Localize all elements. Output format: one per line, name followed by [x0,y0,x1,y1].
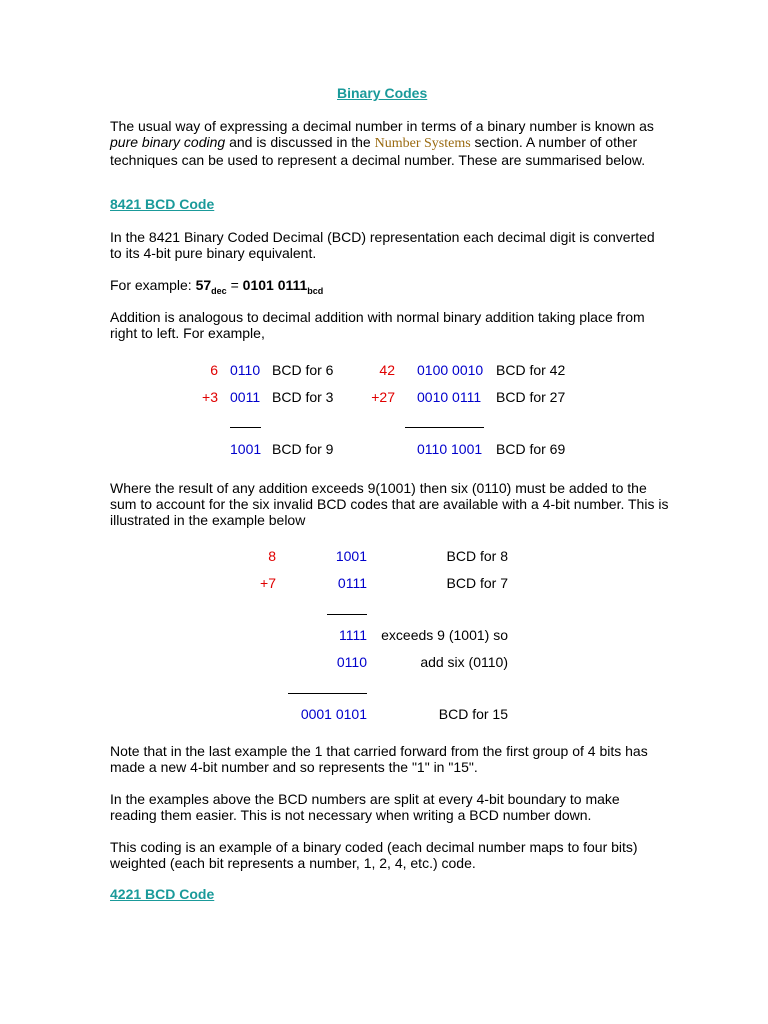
sum-rule [405,427,484,428]
sum-label: BCD for 69 [496,441,566,457]
sum-label: BCD for 15 [438,706,508,722]
intro-emphasis: pure binary coding [110,134,226,150]
page-title[interactable]: Binary Codes [337,85,428,101]
example-line [110,277,670,299]
invalid-codes-paragraph: Where the result of any addition exceeds 9(1001) then six (0110) must be added to the sum to account for the six invalid BCD codes that are available with a 4-bit number. This is illustrated in the example below [110,480,669,528]
carry-note-paragraph: Note that in the last example the 1 that carried forward from the first group of 4 bits has made a new 4-bit number and so represents the "1" in "15". [110,743,648,775]
addend-label: BCD for 6 [272,362,334,378]
addend-decimal: 6 [210,362,218,378]
addend-label: BCD for 3 [272,389,334,405]
addend-decimal: +7 [260,575,276,591]
intermediate-label: exceeds 9 (1001) so [381,627,508,643]
addend-binary: 0011 [230,389,261,405]
sum-rule [288,693,367,694]
section-heading-4221[interactable]: 4221 BCD Code [110,886,215,902]
correction-label: add six (0110) [420,654,508,670]
intro-text-1: The usual way of expressing a decimal number in terms of a binary number is known as [110,118,654,134]
example-decimal: 57 [195,277,212,293]
addend-label: BCD for 27 [496,389,566,405]
addition-intro-paragraph: Addition is analogous to decimal addition with normal binary addition taking place from right to left. For example, [110,309,645,341]
weighted-code-paragraph: This coding is an example of a binary coded (each decimal number maps to four bits) weighted (each bit represents a number, 1, 2, 4, etc.) code. [110,839,638,871]
addend-binary: 1001 [335,548,367,564]
intro-text-2: and is discussed in the [225,134,375,150]
addend-decimal: +3 [202,389,218,405]
sum-binary: 0001 0101 [300,706,367,722]
sum-rule [327,614,367,615]
addend-decimal: +27 [371,389,395,405]
intermediate-binary: 1111 [338,627,367,643]
example-equals: = [226,277,243,293]
addend-label: BCD for 8 [446,548,508,564]
sum-label: BCD for 9 [272,441,334,457]
bcd-description-paragraph: In the 8421 Binary Coded Decimal (BCD) representation each decimal digit is converted to its 4-bit pure binary equivalent. [110,229,655,261]
sum-rule [230,427,261,428]
sum-binary: 1001 [230,441,262,457]
sum-binary: 0110 1001 [417,441,483,457]
addend-binary: 0100 0010 [417,362,484,378]
example-bcd-sub: bcd [307,285,324,296]
intro-paragraph [110,118,670,168]
addend-decimal: 42 [379,362,395,378]
intro-text-3: section. A number of other techniques can be used to represent a decimal number. These are summarised below. [110,134,646,168]
addend-binary: 0110 [230,362,261,378]
addend-decimal: 8 [268,548,276,564]
split-note-paragraph: In the examples above the BCD numbers are split at every 4-bit boundary to make reading them easier. This is not necessary when writing a BCD number down. [110,791,620,823]
addend-binary: 0111 [337,575,367,591]
section-heading-8421[interactable]: 8421 BCD Code [110,196,215,212]
addend-binary: 0010 0111 [417,389,482,405]
example-prefix: For example: [110,277,196,293]
example-decimal-sub: dec [211,285,227,296]
number-systems-link[interactable]: Number Systems [374,136,471,151]
addend-label: BCD for 42 [496,362,566,378]
correction-binary: 0110 [336,654,367,670]
addend-label: BCD for 7 [446,575,508,591]
example-bcd: 0101 0111 [242,277,308,293]
